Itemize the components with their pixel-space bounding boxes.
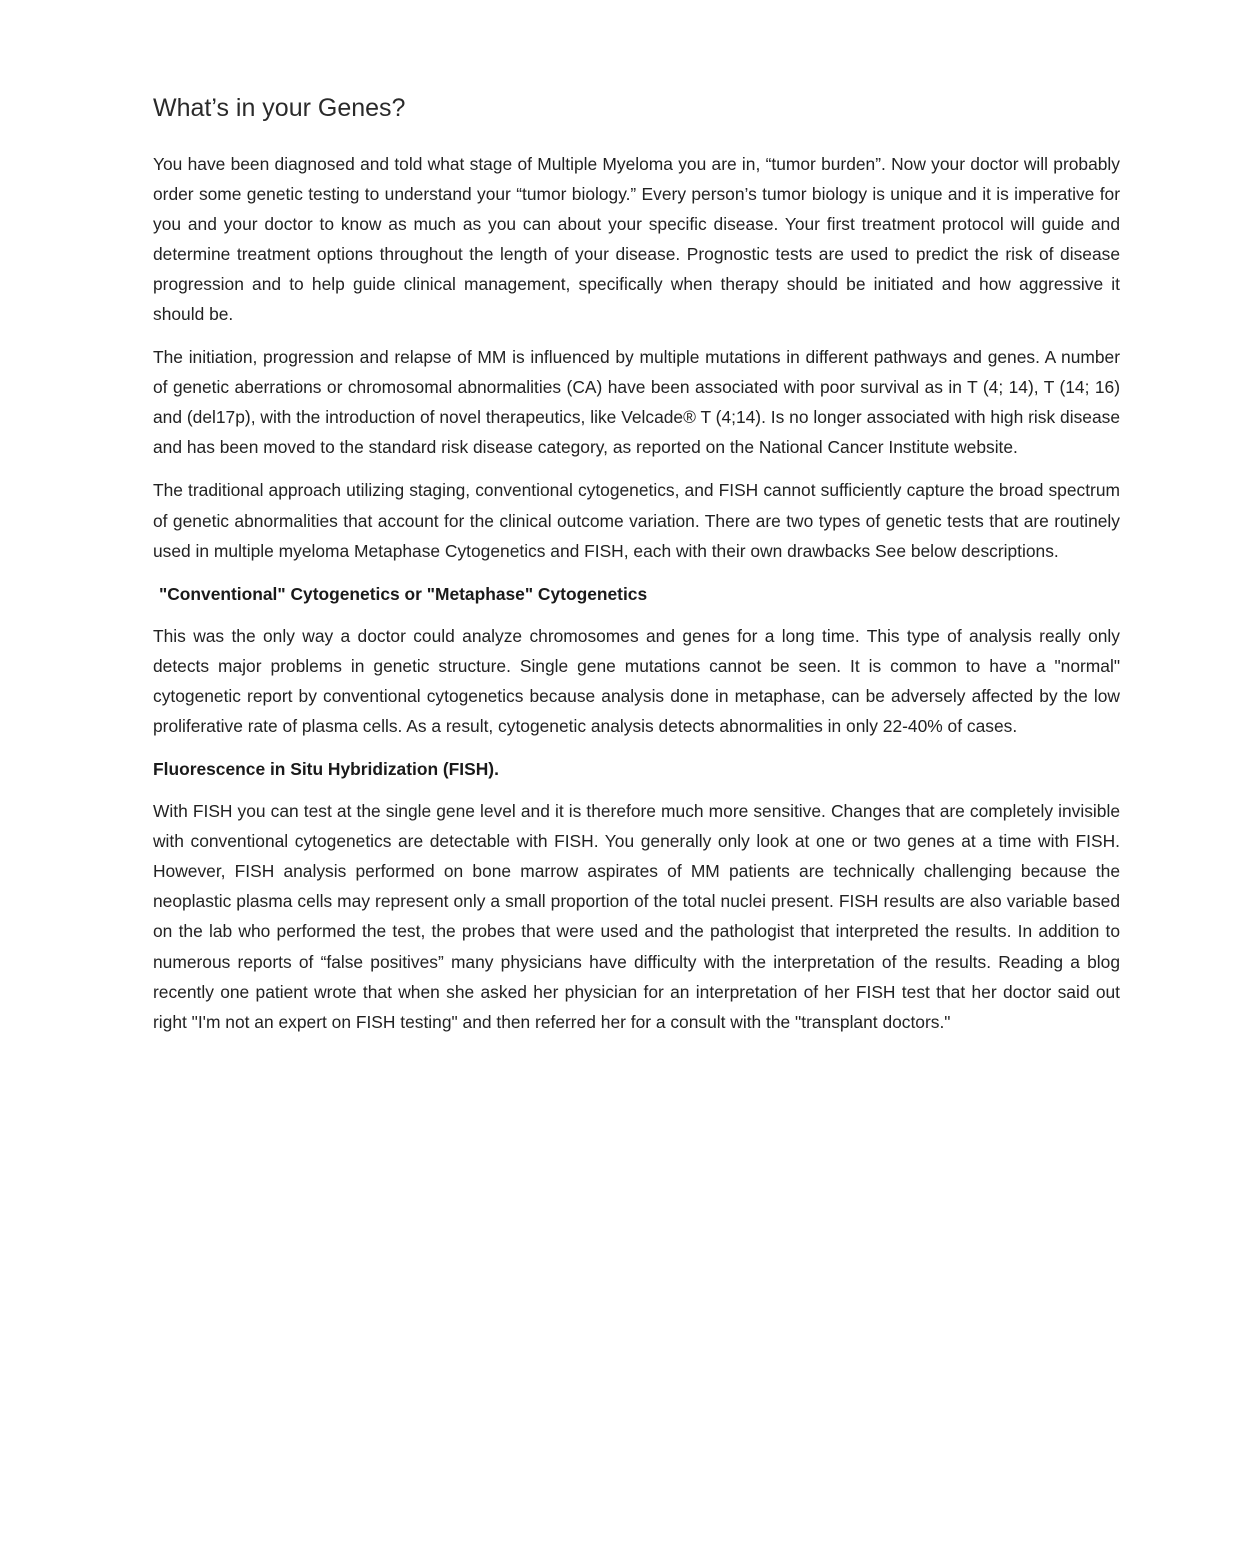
heading-conventional-cytogenetics: "Conventional" Cytogenetics or "Metaphase" Cytogenetics xyxy=(159,583,648,604)
paragraph-mutations: The initiation, progression and relapse of MM is influenced by multiple mutations in different pathways and genes. A number of genetic aberrations or chromosomal abnormalities (CA) have been associated with poor survival as in T (4; 14), T (14; 16) and (del17p), with the introduction of novel therapeutics, like Velcade® T (4;14). Is no longer associated with high risk disease and has been moved to the standard risk disease category, as reported on the National Cancer Institute website. xyxy=(153,347,1120,458)
paragraph-conventional-cytogenetics: This was the only way a doctor could analyze chromosomes and genes for a long time. This type of analysis really only detects major problems in genetic structure. Single gene mutations cannot be seen. It is common to have a "normal" cytogenetic report by conventional cytogenetics because analysis done in metaphase, can be adversely affected by the low proliferative rate of plasma cells. As a result, cytogenetic analysis detects abnormalities in only 22-40% of cases. xyxy=(153,625,1120,736)
paragraph-fish: With FISH you can test at the single gene level and it is therefore much more sensitive. Changes that are completely invisible with conventional cytogenetics are detectable with FISH. You generally only look at one or two genes at a time with FISH. However, FISH analysis performed on bone marrow aspirates of MM patients are technically challenging because the neoplastic plasma cells may represent only a small proportion of the total nuclei present. FISH results are also variable based on the lab who performed the test, the probes that were used and the pathologist that interpreted the results. In addition to numerous reports of “false positives” many physicians have difficulty with the interpretation of the results. Reading a blog recently one patient wrote that when she asked her physician for an interpretation of her FISH test that her doctor said out right "I'm not an expert on FISH testing" and then referred her for a consult with the "transplant doctors." xyxy=(153,801,1120,1032)
paragraph-diagnosis: You have been diagnosed and told what stage of Multiple Myeloma you are in, “tumor burden”. Now your doctor will probably order some genetic testing to understand your “tumor biology.” Every person’s tumor biology is unique and it is imperative for you and your doctor to know as much as you can about your specific disease. Your first treatment protocol will guide and determine treatment options throughout the length of your disease. Prognostic tests are used to predict the risk of disease progression and to help guide clinical management, specifically when therapy should be initiated and how aggressive it should be. xyxy=(153,153,1120,324)
heading-fish: Fluorescence in Situ Hybridization (FISH). xyxy=(153,759,499,780)
page-title: What’s in your Genes? xyxy=(153,94,406,122)
document-page xyxy=(153,92,1120,1050)
paragraph-traditional-approach: The traditional approach utilizing staging, conventional cytogenetics, and FISH cannot sufficiently capture the broad spectrum of genetic abnormalities that account for the clinical outcome variation. There are two types of genetic tests that are routinely used in multiple myeloma Metaphase Cytogenetics and FISH, each with their own drawbacks See below descriptions. xyxy=(153,480,1120,561)
